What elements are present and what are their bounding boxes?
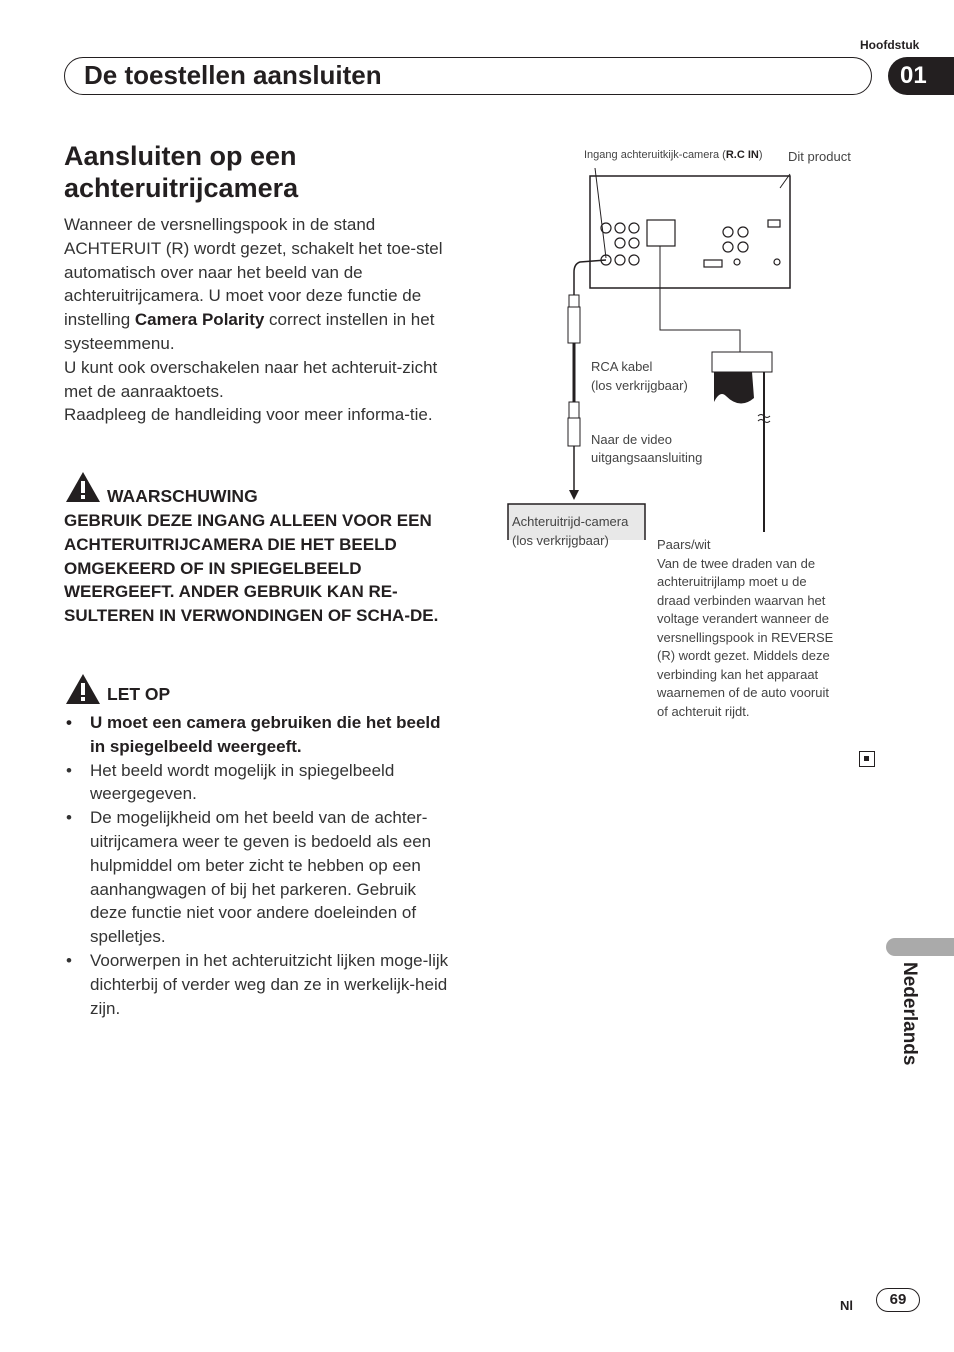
wire-desc-8: waarnemen of de auto vooruit — [657, 685, 829, 700]
intro-paragraph-3: Raadpleeg de handleiding voor meer informa-tie. — [64, 405, 433, 425]
section-end-icon — [859, 751, 875, 767]
rc-in-label: R.C IN — [725, 149, 759, 161]
language-label: Nederlands — [899, 962, 920, 1066]
intro-text — [64, 213, 456, 427]
video-out-label: Naar de video — [591, 432, 672, 447]
warning-text: GEBRUIK DEZE INGANG ALLEEN VOOR EEN ACHTERUITRIJCAMERA DIE HET BEELD OMGEKEERD OF IN SPIEGELBEELD WEERGEEFT. ANDER GEBRUIK KAN RE-SULTEREN IN VERWONDINGEN OF SCHA-DE. — [64, 511, 439, 626]
camera-sublabel: (los verkrijgbaar) — [512, 533, 609, 548]
page-title: Aansluiten op een achteruitrijcamera — [64, 141, 299, 203]
input-pointer-line — [595, 168, 606, 258]
caution-title: LET OP — [107, 684, 171, 704]
caution-icon — [65, 673, 101, 705]
rca-plug-top — [568, 307, 580, 343]
product-label: Dit product — [788, 149, 851, 164]
input-label — [584, 149, 763, 161]
caution-item-1: • U moet een camera gebruiken die het beeld in spiegelbeeld weergeeft. — [64, 711, 456, 759]
rca-cable-sublabel: (los verkrijgbaar) — [591, 378, 688, 393]
lamp-connector — [714, 372, 754, 404]
footer-language-code: Nl — [840, 1298, 853, 1313]
rca-plug-bottom-collar — [569, 402, 579, 418]
intro-paragraph-2: U kunt ook overschakelen naar het achteruit-zicht met de aanraaktoets. — [64, 357, 438, 401]
wire-desc-2: achteruitrijlamp moet u de — [657, 574, 807, 589]
caution-item-2: • Het beeld wordt mogelijk in spiegelbeeld weergegeven. — [64, 759, 456, 807]
arrow-down-icon — [569, 490, 579, 500]
wire-desc-4: voltage verandert wanneer de — [657, 611, 830, 626]
input-label-end: ) — [758, 149, 763, 161]
camera-label: Achteruitrijd-camera — [512, 514, 629, 529]
connection-diagram — [500, 140, 870, 540]
product-unit — [590, 176, 790, 288]
connection-line — [660, 246, 740, 352]
wire-desc-9: of achteruit rijdt. — [657, 704, 750, 719]
section-title: De toestellen aansluiten — [84, 60, 382, 90]
intro-p1-start: Wanneer de versnellingspook in de stand ACHTERUIT (R) wordt gezet, schakelt het toe-stel automatisch over naar het beeld van de achteruitrijcamera. U moet voor deze functie de instelling — [64, 215, 443, 330]
wire-desc-7: verbinding kan het apparaat — [657, 667, 819, 682]
wire-desc-5: versnellingspook in REVERSE — [657, 630, 834, 645]
wire-desc-6: (R) wordt gezet. Middels deze — [657, 648, 830, 663]
intro-p1-end: correct instellen in het systeemmenu. — [64, 310, 435, 353]
rca-plug-top-collar — [569, 295, 579, 307]
chapter-number: 01 — [888, 57, 954, 95]
video-out-sublabel: uitgangsaansluiting — [591, 450, 703, 465]
rca-plug-bottom — [568, 418, 580, 446]
camera-polarity-term: Camera Polarity — [134, 310, 265, 330]
caution-list — [64, 711, 456, 1020]
language-tab — [886, 938, 954, 956]
rca-cable-label: RCA kabel — [591, 359, 653, 374]
wire-desc-3: draad verbinden waarvan het — [657, 593, 826, 608]
wire-desc-1: Van de twee draden van de — [657, 556, 816, 571]
intro-paragraph-1 — [64, 213, 456, 356]
input-label-text: Ingang achteruitkijk-camera ( — [584, 149, 726, 161]
unit-connectors — [601, 220, 780, 267]
connector-block — [712, 352, 772, 372]
wire-title: Paars/wit — [657, 537, 711, 552]
warning-icon — [65, 471, 101, 503]
caution-item-3: • De mogelijkheid om het beeld van de achter-uitrijcamera weer te geven is bedoeld als een hulpmiddel om beter zicht te hebben op een aanhangwagen of bij het parkeren. Gebruik deze functie niet voor andere doeleinden of spelletjes. — [64, 806, 456, 949]
chapter-label: Hoofdstuk — [860, 38, 920, 52]
caution-item-4: • Voorwerpen in het achteruitzicht lijken moge-lijk dichterbij of verder weg dan ze in werkelijk-heid zijn. — [64, 949, 456, 1020]
language-tab-label — [882, 962, 942, 1082]
page-number: 69 — [876, 1288, 920, 1312]
warning-title: WAARSCHUWING — [107, 486, 258, 506]
